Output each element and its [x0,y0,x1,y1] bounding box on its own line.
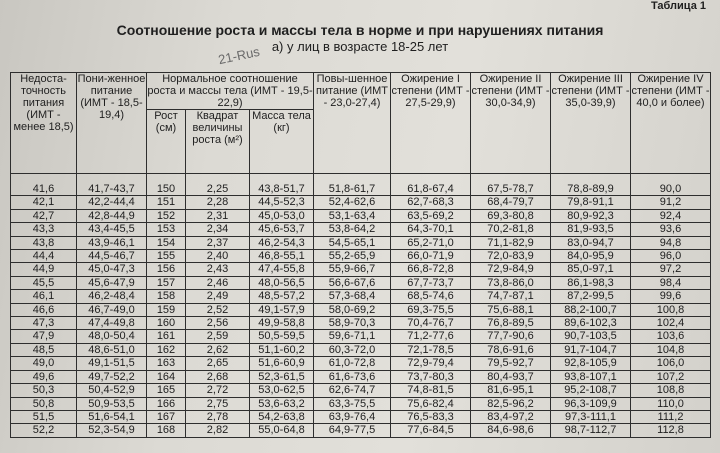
cell-obesity-1: 74,8-81,5 [391,384,471,397]
cell-obesity-2: 80,4-93,7 [471,370,551,383]
cell-deficit: 46,1 [11,290,77,303]
cell-mass: 48,5-57,2 [250,290,314,303]
table-row [11,424,711,437]
table-row [11,384,711,397]
cell-obesity-2: 70,2-81,8 [471,223,551,236]
header-mass: Масса тела (кг) [250,110,314,174]
cell-deficit: 51,5 [11,410,77,423]
cell-height-squared: 2,56 [186,317,250,330]
cell-obesity-4: 99,6 [631,290,711,303]
cell-height-squared: 2,62 [186,343,250,356]
cell-obesity-4: 94,8 [631,236,711,249]
cell-deficit: 49,0 [11,357,77,370]
cell-obesity-3: 80,9-92,3 [551,209,631,222]
cell-obesity-1: 66,0-71,9 [391,250,471,263]
cell-obesity-1: 75,6-82,4 [391,397,471,410]
cell-obesity-3: 96,3-109,9 [551,397,631,410]
cell-obesity-3: 81,9-93,5 [551,223,631,236]
header-obesity-3: Ожирение III степени (ИМТ - 35,0-39,9) [551,73,631,174]
cell-obesity-3: 79,8-91,1 [551,196,631,209]
table-row [11,250,711,263]
cell-obesity-3: 89,6-102,3 [551,317,631,330]
table-row [11,370,711,383]
cell-height-squared: 2,40 [186,250,250,263]
header-height-squared: Квадрат величины роста (м²) [186,110,250,174]
cell-obesity-3: 95,2-108,7 [551,384,631,397]
cell-mass: 47,4-55,8 [250,263,314,276]
cell-elevated: 60,3-72,0 [314,343,391,356]
cell-obesity-1: 69,3-75,5 [391,303,471,316]
cell-obesity-4: 106,0 [631,357,711,370]
cell-obesity-2: 68,4-79,7 [471,196,551,209]
cell-mass: 54,2-63,8 [250,410,314,423]
cell-reduced: 50,4-52,9 [77,384,147,397]
cell-obesity-3: 97,3-111,1 [551,410,631,423]
cell-obesity-1: 67,7-73,7 [391,276,471,289]
cell-obesity-2: 72,0-83,9 [471,250,551,263]
cell-mass: 44,5-52,3 [250,196,314,209]
cell-obesity-1: 66,8-72,8 [391,263,471,276]
height-weight-table [10,72,711,438]
cell-obesity-3: 93,8-107,1 [551,370,631,383]
cell-reduced: 46,2-48,4 [77,290,147,303]
cell-obesity-3: 85,0-97,1 [551,263,631,276]
cell-obesity-4: 111,2 [631,410,711,423]
cell-mass: 46,2-54,3 [250,236,314,249]
table-subtitle: а) у лиц в возрасте 18-25 лет [271,39,449,54]
cell-elevated: 61,0-72,8 [314,357,391,370]
cell-elevated: 53,8-64,2 [314,223,391,236]
cell-obesity-4: 108,8 [631,384,711,397]
table-row [11,276,711,289]
cell-deficit: 48,5 [11,343,77,356]
cell-mass: 52,3-61,5 [250,370,314,383]
header-height: Рост (см) [147,110,186,174]
cell-deficit: 47,3 [11,317,77,330]
cell-elevated: 63,3-75,5 [314,397,391,410]
cell-reduced: 42,8-44,9 [77,209,147,222]
header-elevated: Повы-шенное питание (ИМТ - 23,0-27,4) [314,73,391,174]
cell-elevated: 64,9-77,5 [314,424,391,437]
cell-height: 158 [147,290,186,303]
cell-height: 155 [147,250,186,263]
table-row [11,196,711,209]
cell-obesity-2: 75,6-88,1 [471,303,551,316]
cell-obesity-2: 67,5-78,7 [471,174,551,196]
cell-obesity-4: 110,0 [631,397,711,410]
cell-height: 165 [147,384,186,397]
table-row [11,330,711,343]
header-deficit: Недоста-точность питания (ИМТ - менее 18,5) [11,73,77,174]
cell-obesity-4: 103,6 [631,330,711,343]
cell-height: 152 [147,209,186,222]
cell-deficit: 52,2 [11,424,77,437]
cell-height: 161 [147,330,186,343]
cell-reduced: 45,0-47,3 [77,263,147,276]
cell-deficit: 42,1 [11,196,77,209]
cell-deficit: 50,3 [11,384,77,397]
cell-obesity-3: 92,8-105,9 [551,357,631,370]
cell-mass: 49,1-57,9 [250,303,314,316]
cell-elevated: 58,0-69,2 [314,303,391,316]
cell-obesity-3: 90,7-103,5 [551,330,631,343]
cell-obesity-1: 65,2-71,0 [391,236,471,249]
cell-obesity-4: 100,8 [631,303,711,316]
cell-mass: 45,0-53,0 [250,209,314,222]
cell-obesity-1: 68,5-74,6 [391,290,471,303]
cell-elevated: 56,6-67,6 [314,276,391,289]
cell-height: 163 [147,357,186,370]
cell-obesity-4: 93,6 [631,223,711,236]
cell-reduced: 48,6-51,0 [77,343,147,356]
cell-height: 150 [147,174,186,196]
cell-obesity-1: 70,4-76,7 [391,317,471,330]
cell-height-squared: 2,52 [186,303,250,316]
cell-height-squared: 2,43 [186,263,250,276]
cell-obesity-4: 96,0 [631,250,711,263]
cell-reduced: 49,1-51,5 [77,357,147,370]
cell-reduced: 43,4-45,5 [77,223,147,236]
cell-obesity-2: 72,9-84,9 [471,263,551,276]
table-row [11,317,711,330]
cell-obesity-1: 63,5-69,2 [391,209,471,222]
cell-obesity-3: 91,7-104,7 [551,343,631,356]
cell-height-squared: 2,37 [186,236,250,249]
cell-obesity-3: 78,8-89,9 [551,174,631,196]
cell-obesity-1: 62,7-68,3 [391,196,471,209]
table-body [11,174,711,438]
cell-elevated: 57,3-68,4 [314,290,391,303]
cell-obesity-3: 88,2-100,7 [551,303,631,316]
header-obesity-4: Ожирение IV степени (ИМТ - 40,0 и более) [631,73,711,174]
cell-deficit: 43,3 [11,223,77,236]
cell-obesity-4: 102,4 [631,317,711,330]
cell-obesity-1: 61,8-67,4 [391,174,471,196]
cell-obesity-2: 76,8-89,5 [471,317,551,330]
cell-obesity-4: 112,8 [631,424,711,437]
table-row [11,174,711,196]
cell-deficit: 50,8 [11,397,77,410]
cell-obesity-3: 86,1-98,3 [551,276,631,289]
cell-elevated: 59,6-71,1 [314,330,391,343]
cell-reduced: 44,5-46,7 [77,250,147,263]
cell-obesity-1: 73,7-80,3 [391,370,471,383]
cell-height: 156 [147,263,186,276]
cell-height-squared: 2,59 [186,330,250,343]
cell-obesity-3: 98,7-112,7 [551,424,631,437]
cell-reduced: 48,0-50,4 [77,330,147,343]
cell-height-squared: 2,65 [186,357,250,370]
cell-deficit: 44,9 [11,263,77,276]
cell-deficit: 42,7 [11,209,77,222]
cell-height-squared: 2,75 [186,397,250,410]
cell-reduced: 43,9-46,1 [77,236,147,249]
cell-elevated: 54,5-65,1 [314,236,391,249]
cell-obesity-2: 81,6-95,1 [471,384,551,397]
cell-deficit: 45,5 [11,276,77,289]
cell-obesity-4: 107,2 [631,370,711,383]
cell-elevated: 51,8-61,7 [314,174,391,196]
cell-reduced: 49,7-52,2 [77,370,147,383]
cell-height-squared: 2,78 [186,410,250,423]
cell-obesity-4: 91,2 [631,196,711,209]
cell-elevated: 55,2-65,9 [314,250,391,263]
cell-elevated: 52,4-62,6 [314,196,391,209]
cell-height-squared: 2,72 [186,384,250,397]
header-normal: Нормальное соотношение роста и массы тела (ИМТ - 19,5-22,9) [147,73,313,109]
cell-reduced: 51,6-54,1 [77,410,147,423]
cell-mass: 46,8-55,1 [250,250,314,263]
cell-deficit: 43,8 [11,236,77,249]
cell-obesity-2: 78,6-91,6 [471,343,551,356]
cell-height-squared: 2,34 [186,223,250,236]
cell-elevated: 63,9-76,4 [314,410,391,423]
cell-height-squared: 2,82 [186,424,250,437]
cell-reduced: 45,6-47,9 [77,276,147,289]
cell-mass: 43,8-51,7 [250,174,314,196]
watermark: 21-Rus [216,43,262,68]
cell-reduced: 52,3-54,9 [77,424,147,437]
cell-height-squared: 2,68 [186,370,250,383]
cell-obesity-2: 77,7-90,6 [471,330,551,343]
cell-elevated: 53,1-63,4 [314,209,391,222]
table-row [11,223,711,236]
header-obesity-2: Ожирение II степени (ИМТ - 30,0-34,9) [471,73,551,174]
table-title: Соотношение роста и массы тела в норме и при нарушениях питания [116,22,604,38]
cell-obesity-2: 71,1-82,9 [471,236,551,249]
cell-elevated: 58,9-70,3 [314,317,391,330]
cell-height: 164 [147,370,186,383]
table-header [11,73,711,174]
cell-mass: 51,1-60,2 [250,343,314,356]
cell-obesity-2: 79,5-92,7 [471,357,551,370]
table-row [11,236,711,249]
cell-obesity-1: 77,6-84,5 [391,424,471,437]
cell-obesity-2: 84,6-98,6 [471,424,551,437]
cell-mass: 45,6-53,7 [250,223,314,236]
cell-deficit: 44,4 [11,250,77,263]
table-row [11,357,711,370]
cell-deficit: 41,6 [11,174,77,196]
cell-height-squared: 2,49 [186,290,250,303]
cell-height-squared: 2,25 [186,174,250,196]
cell-mass: 55,0-64,8 [250,424,314,437]
cell-elevated: 62,6-74,7 [314,384,391,397]
cell-obesity-1: 64,3-70,1 [391,223,471,236]
cell-reduced: 47,4-49,8 [77,317,147,330]
cell-height-squared: 2,46 [186,276,250,289]
cell-reduced: 42,2-44,4 [77,196,147,209]
cell-reduced: 50,9-53,5 [77,397,147,410]
header-obesity-1: Ожирение I степени (ИМТ - 27,5-29,9) [391,73,471,174]
cell-obesity-4: 97,2 [631,263,711,276]
cell-height: 153 [147,223,186,236]
cell-obesity-3: 87,2-99,5 [551,290,631,303]
cell-obesity-3: 84,0-95,9 [551,250,631,263]
cell-height: 162 [147,343,186,356]
cell-elevated: 61,6-73,6 [314,370,391,383]
table-row [11,397,711,410]
cell-obesity-1: 76,5-83,3 [391,410,471,423]
cell-deficit: 49,6 [11,370,77,383]
cell-obesity-1: 72,1-78,5 [391,343,471,356]
cell-height-squared: 2,28 [186,196,250,209]
cell-obesity-1: 72,9-79,4 [391,357,471,370]
table-row [11,303,711,316]
cell-obesity-1: 71,2-77,6 [391,330,471,343]
cell-obesity-4: 90,0 [631,174,711,196]
cell-obesity-4: 92,4 [631,209,711,222]
cell-height: 160 [147,317,186,330]
cell-height: 151 [147,196,186,209]
cell-height: 167 [147,410,186,423]
cell-mass: 53,6-63,2 [250,397,314,410]
table-row [11,343,711,356]
table-label: Таблица 1 [650,0,706,12]
cell-deficit: 46,6 [11,303,77,316]
cell-deficit: 47,9 [11,330,77,343]
cell-height: 154 [147,236,186,249]
cell-obesity-2: 73,8-86,0 [471,276,551,289]
cell-mass: 53,0-62,5 [250,384,314,397]
cell-obesity-2: 69,3-80,8 [471,209,551,222]
table-row [11,410,711,423]
cell-obesity-4: 104,8 [631,343,711,356]
cell-obesity-3: 83,0-94,7 [551,236,631,249]
cell-obesity-2: 83,4-97,2 [471,410,551,423]
cell-height: 157 [147,276,186,289]
cell-reduced: 46,7-49,0 [77,303,147,316]
header-reduced: Пони-женное питание (ИМТ - 18,5-19,4) [77,73,147,174]
cell-elevated: 55,9-66,7 [314,263,391,276]
cell-mass: 49,9-58,8 [250,317,314,330]
cell-height: 168 [147,424,186,437]
cell-obesity-2: 82,5-96,2 [471,397,551,410]
cell-height-squared: 2,31 [186,209,250,222]
table-row [11,209,711,222]
table-row [11,263,711,276]
cell-mass: 48,0-56,5 [250,276,314,289]
cell-obesity-4: 98,4 [631,276,711,289]
cell-mass: 51,6-60,9 [250,357,314,370]
cell-height: 159 [147,303,186,316]
cell-obesity-2: 74,7-87,1 [471,290,551,303]
cell-height: 166 [147,397,186,410]
cell-mass: 50,5-59,5 [250,330,314,343]
cell-reduced: 41,7-43,7 [77,174,147,196]
table-row [11,290,711,303]
